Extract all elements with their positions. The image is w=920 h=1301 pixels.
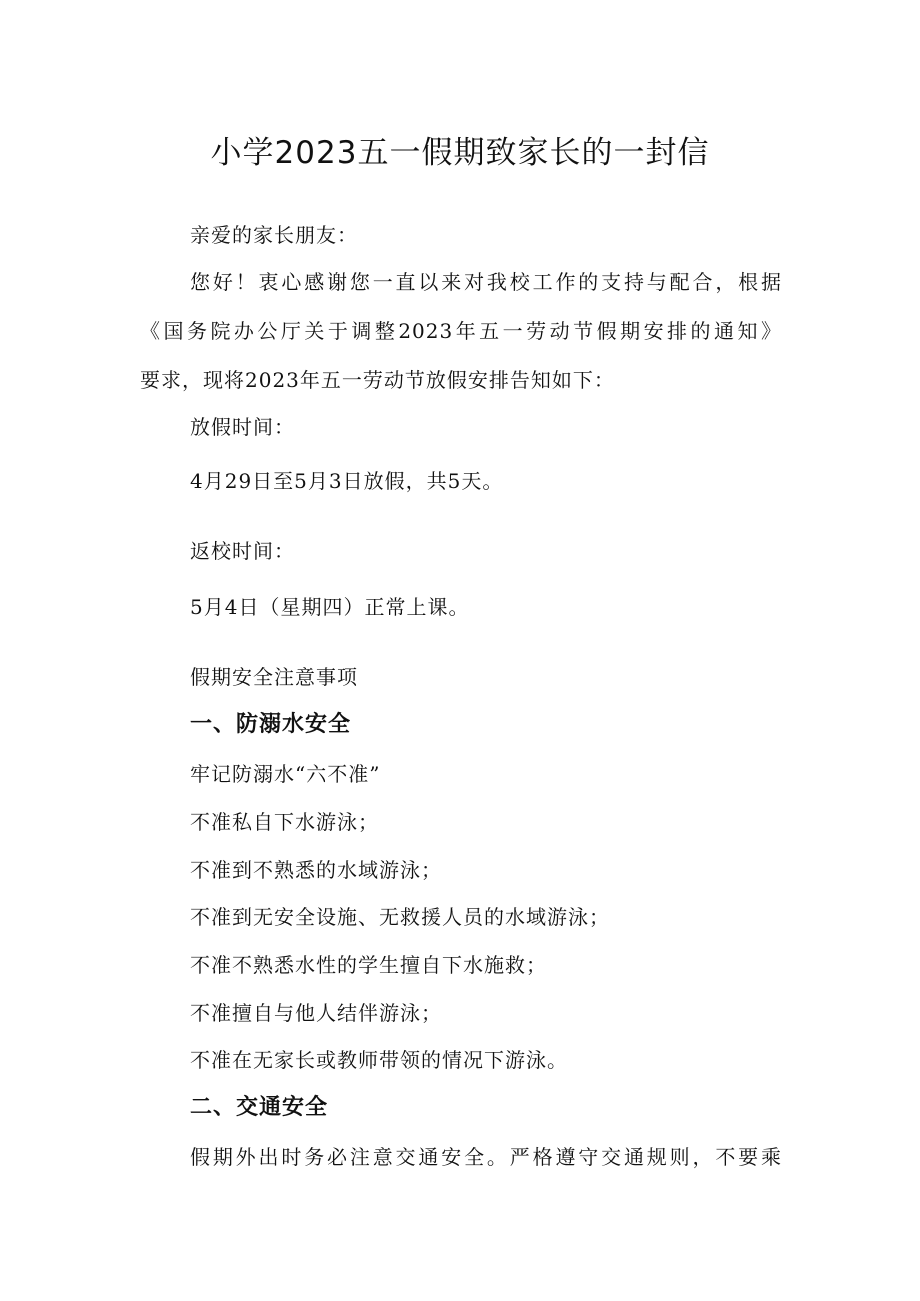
intro-line-1: 您好！衷心感谢您一直以来对我校工作的支持与配合，根据 [190,270,782,294]
holiday-label: 放假时间： [190,415,295,439]
section1-line-6: 不准擅自与他人结伴游泳； [190,1001,442,1025]
section1-line-4: 不准到无安全设施、无救援人员的水域游泳； [190,905,610,929]
section-heading-traffic: 二、交通安全 [190,1095,329,1120]
holiday-text: 4月29日至5月3日放假，共5天。 [190,469,504,493]
section1-line-1: 牢记防溺水“六不准” [190,762,381,786]
document-title: 小学2023五一假期致家长的一封信 [210,135,710,171]
section-heading-drowning: 一、防溺水安全 [190,712,352,737]
return-text: 5月4日（星期四）正常上课。 [190,595,470,619]
safety-title: 假期安全注意事项 [190,665,358,689]
intro-line-3: 要求，现将2023年五一劳动节放假安排告知如下： [140,368,615,392]
intro-line-2: 《国务院办公厅关于调整2023年五一劳动节假期安排的通知》 [140,319,782,343]
section2-text: 假期外出时务必注意交通安全。严格遵守交通规则，不要乘 [190,1145,782,1169]
return-label: 返校时间： [190,539,295,563]
section1-line-2: 不准私自下水游泳； [190,810,379,834]
section1-line-7: 不准在无家长或教师带领的情况下游泳。 [190,1048,568,1072]
section1-line-5: 不准不熟悉水性的学生擅自下水施救； [190,953,547,977]
greeting: 亲爱的家长朋友： [190,223,358,247]
section1-line-3: 不准到不熟悉的水域游泳； [190,858,442,882]
